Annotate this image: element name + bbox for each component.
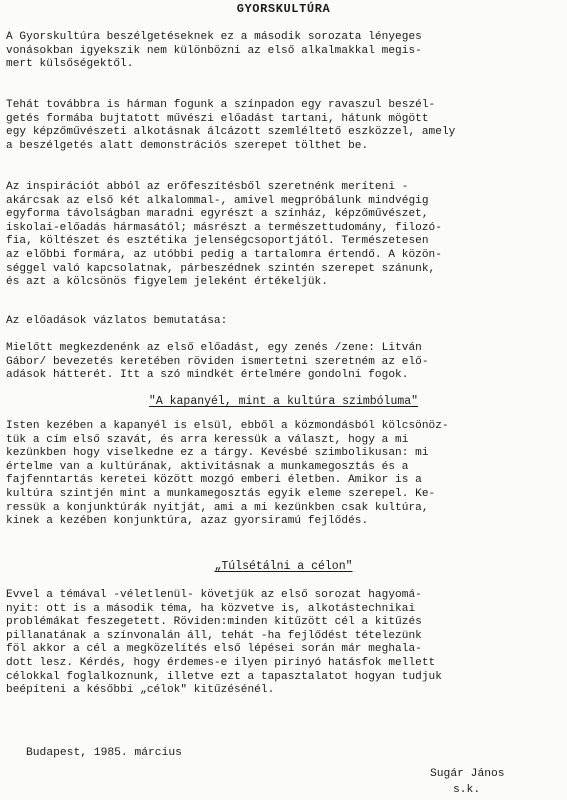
section-heading-tulsetalni: „Túlsétálni a célon" [214,560,353,573]
signature-mark: s.k. [453,784,481,796]
format-paragraph: Tehát továbbra is hárman fogunk a színpadon egy ravaszul beszél- getés formába bujtatott művészi előadást tartani, hátunk mögött egy képzőművészeti alkotásnak álcázott szemléltető eszközzel, amely a beszélgetés alatt demonstrációs szerepet tölthet be. [6,99,456,152]
background-paragraph: Mielőtt megkezdenénk az első előadást, egy zenés /zene: Litván Gábor/ bevezetés keretében röviden ismertetni szeretném az elő- adások hátterét. Itt a szó mindkét értelmére gondolni fogok. [6,342,429,382]
intro-paragraph: A Gyorskultúra beszélgetéseknek ez a második sorozata lényeges vonásokban igyekszik nem különbözni az első alkalmakkal megis- mert külsőségektől. [6,31,422,71]
section-text-kapanyel: Isten kezében a kapanyél is elsül, ebből a közmondásból kölcsönöz- tük a cím első szavát, és arra keressük a választ, hogy a mi kezünkben hogy viselkedne ez a tárgy. Kevésbé szimbolikusan: mi értelme van a kultúrának, aktivitásnak a munkamegosztás és a fajfenntartás keretei között mozgó emberi életben. Amikor is a kultúra szintjén mint a munkamegosztás egyik eleme szerepel. Ke- ressük a konjunktúrák nyitját, ami a mi kezünkben csak kultúra, kinek a kezében konjunktúra, azaz gyorsiramú fejlődés. [6,420,449,528]
document-title: GYORSKULTÚRA [236,2,331,16]
overview-heading: Az előadások vázlatos bemutatása: [6,315,228,327]
section-text-tulsetalni: Evvel a témával -véletlenül- követjük az első sorozat hagyomá- nyit: ott is a második téma, ha közvetve is, alkotástechnikai problémákat feszegetett. Röviden:minden kitűzött cél a kitűzés pillanatának a színvonalán áll, tehát -ha fejlődést tételezünk föl akkor a cél a megközelítés első lépései során már meghala- dott lesz. Kérdés, hogy érdemes-e ilyen pirinyó hatásfok mellett célokkal foglalkoznunk, illetve ezt a tapasztalatot hogyan tudjuk beépíteni a későbbi „célok" kitűzésénél. [6,589,442,697]
section-heading-kapanyel: "A kapanyél, mint a kultúra szimbóluma" [148,395,419,408]
place-date: Budapest, 1985. március [26,747,182,759]
inspiration-paragraph: Az inspirációt abból az erőfeszítésből szeretnénk meríteni - akárcsak az első két alkalommal-, amivel megpróbálunk mindvégig egyforma távolságban maradni egyrészt a színház, képzőművészet, iskolai-előadás hármasától; másrészt a természettudomány, filozó- fia, költészet és esztétika jelenségcsoportjától. Természetesen az előbbi formára, az utóbbi pedig a tartalomra értendő. A közön- séggel való kapcsolatnak, párbeszédnek szintén szerepet szánunk, és azt a kölcsönös figyelem jeleként értékeljük. [6,181,442,289]
signature-name: Sugár János [430,768,505,780]
